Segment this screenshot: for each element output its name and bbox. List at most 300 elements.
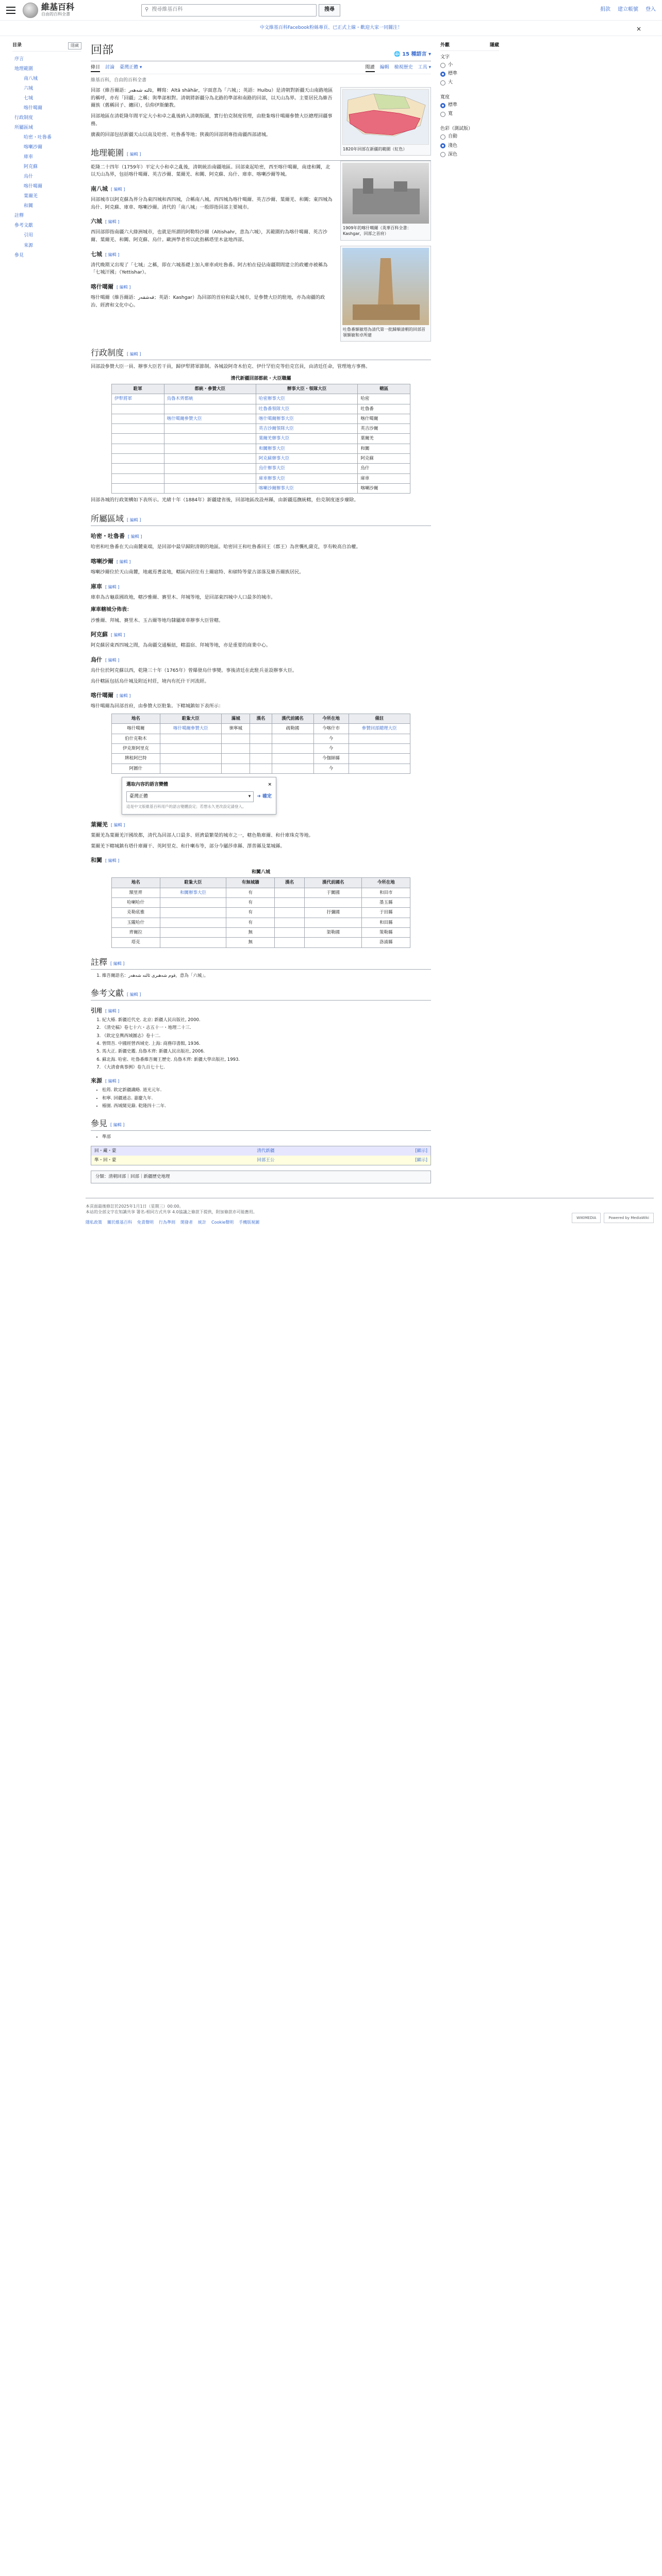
section-heading-admin: 行政制度[ 編輯 ] [91,347,431,360]
subsection-heading: 庫車[ 編輯 ] [91,583,431,591]
table-cell [305,918,362,927]
kashgar-photo[interactable] [342,163,429,224]
reference-item[interactable]: 6. 蘇北海. 哈密、吐魯番維吾爾王歷史. 烏魯木齊: 新疆大學出版社, 1993. [102,1057,431,1063]
toc-item[interactable]: 地理範圍 [14,66,34,72]
table-cell [274,938,304,947]
section-heading-see: 參見[ 編輯 ] [91,1117,431,1131]
table-cell [160,927,226,937]
color-option[interactable]: 深色 [440,150,499,159]
table-cell: 烏什 [358,464,410,473]
table-cell [349,734,410,743]
table-cell [274,897,304,907]
footer-link[interactable]: 開發者 [180,1219,193,1225]
toc-item[interactable]: 七城 [24,95,34,101]
table-cell: 英吉沙爾 [358,424,410,434]
subsection-heading: 喀什噶爾[ 編輯 ] [91,283,431,291]
table-cell: 有 [226,908,275,918]
sources-list [91,1087,431,1109]
table-cell [305,897,362,907]
table-cell [164,444,256,453]
lead-paragraph: 回部（維吾爾語：ئالتە شەھەر，轉寫：Altä shähär，字面意為「六城」；英語：Huibu）是清朝對新疆天山南路地區的稱呼，亦有「回疆」之稱；與準部相對。清朝將新疆分為北路的準部和南路的回部，以天山為界。主要居民為維吾爾族（舊稱回子、纏回），信仰伊斯蘭教。 [91,88,333,109]
admin-table [111,374,410,494]
table-cell [160,744,221,754]
table-row [112,404,410,414]
text-size-option[interactable]: 小 [440,61,499,70]
table-cell: 墨玉縣 [362,897,410,907]
table-header: 都統・參贊大臣 [164,384,256,394]
paragraph: 喀什噶爾為回部首府，由參贊大臣駐紮。下轄城鎮如下表所示： [91,703,224,709]
subsection-heading: 喀喇沙爾[ 編輯 ] [91,557,431,566]
footer-link[interactable]: 手機版視圖 [239,1219,260,1225]
table-caption: 和闐八城 [251,870,270,875]
reference-item[interactable]: 1. 紀大椿. 新疆近代史. 北京: 新疆人民出版社, 2000. [102,1017,431,1023]
close-icon[interactable]: × [636,25,641,32]
subsection-heading: 七城[ 編輯 ] [91,250,431,259]
table-cell: 伊犁將軍 [112,394,164,404]
table-cell: 和闐 [358,444,410,453]
citations-list [91,1017,431,1071]
minaret-photo[interactable] [342,248,429,325]
text-size-option[interactable]: 大 [440,78,499,87]
table-cell: 庫車辦事大臣 [256,473,358,483]
table-cell: 洛浦縣 [362,938,410,947]
table-row [112,888,410,897]
table-cell [112,404,164,414]
section-heading-refs: 參考文獻[ 編輯 ] [91,987,431,1001]
table-row [112,473,410,483]
table-cell: 渠勒國 [305,927,362,937]
edit-link[interactable]: [ 編輯 ] [105,585,119,589]
table-cell [112,464,164,473]
table-cell: 齊爾拉 [112,927,160,937]
map-image[interactable] [342,89,429,145]
table-cell: 和闐辦事大臣 [256,444,358,453]
search-form [141,4,340,16]
navbox-toggle[interactable]: [顯示] [415,1158,427,1163]
toc-item[interactable]: 行政制度 [14,115,34,121]
reference-item[interactable]: 3. 《欽定皇輿西域圖志》卷十二. [102,1033,431,1039]
table-cell [349,764,410,773]
edit-link[interactable]: [ 編輯 ] [105,658,119,663]
table-cell [160,918,226,927]
width-option[interactable]: 寬 [440,110,499,118]
table-cell [274,927,304,937]
table-cell [250,764,272,773]
table-row [112,918,410,927]
table-cell: 喀喇沙爾辦事大臣 [256,484,358,494]
table-row [112,754,410,764]
table-cell [164,454,256,464]
wordmark: 維基百科 [41,2,75,12]
table-cell: 于闐國 [305,888,362,897]
table-cell: 庫車 [358,473,410,483]
table-cell [222,764,250,773]
toc-item[interactable]: 南八城 [24,76,38,81]
login-link[interactable]: 登入 [646,7,656,13]
table-cell: 今 [313,764,349,773]
figure-kashgar [340,161,431,240]
notes-list [91,973,431,979]
toc-item[interactable]: 喀什噶爾 [24,105,43,111]
subsection-heading: 喀什噶爾[ 編輯 ] [91,691,431,700]
table-cell: 今 [313,734,349,743]
tab-history[interactable]: 檢視歷史 [394,64,413,70]
toc-item[interactable]: 註釋 [14,213,24,219]
table-header: 辦事大臣・領隊大臣 [256,384,358,394]
table-cell [112,424,164,434]
footer-link[interactable]: 免責聲明 [137,1219,154,1225]
table-header: 滿城 [222,714,250,724]
main-content [86,36,436,1188]
table-cell [274,918,304,927]
reference-item[interactable]: • 椿園. 西域聞見錄. 乾隆四十二年. [102,1103,431,1109]
edit-link[interactable]: [ 編輯 ] [111,633,125,637]
admin-table-wrap [111,374,410,494]
edit-link[interactable]: [ 編輯 ] [127,352,141,357]
table-cell: 哈密辦事大臣 [256,394,358,404]
footer [86,1198,654,1236]
table-cell: 塔克 [112,938,160,947]
edit-link[interactable]: [ 編輯 ] [127,518,141,522]
toc-item[interactable]: 喀什噶爾 [24,184,43,190]
subsection-heading: 烏什[ 編輯 ] [91,656,431,664]
table-row [112,484,410,494]
table-row [112,908,410,918]
table-cell: 扜彌國 [305,908,362,918]
reference-item[interactable]: • 松筠. 欽定新疆識略. 道光元年. [102,1087,431,1093]
tab-variant[interactable]: 臺灣正體 ▾ [120,64,142,70]
color-option[interactable]: 自動 [440,132,499,141]
reference-item[interactable]: 1. 維吾爾語名：قوم شەھىرى ئالتە شەھەر，意為「六城」。 [102,973,431,979]
section-heading-region: 所屬區域[ 編輯 ] [91,513,431,526]
table-cell: 烏什辦事大臣 [256,464,358,473]
width-label: 寬度 [440,95,450,100]
table-cell: 策勒縣 [362,927,410,937]
subsection-heading: 引用[ 編輯 ] [91,1007,431,1015]
toc-item[interactable]: 哈密・吐魯番 [24,135,52,141]
table-cell [272,744,313,754]
table-cell [164,484,256,494]
create-account-link[interactable]: 建立帳號 [618,7,638,13]
toc-item[interactable]: 和闐 [24,204,34,209]
table-row [112,897,410,907]
page-title: 回部 [91,44,114,57]
paragraph: 回部城市以阿克蘇為界分為東四城和西四城，合稱南八城。西四城為喀什噶爾、英吉沙爾、葉爾羌、和闐；東四城為烏什、阿克蘇、庫車、喀喇沙爾。清代的「南八城」一般即指回部主要城市。 [91,196,333,210]
footer-link[interactable]: 統計 [198,1219,206,1225]
kashgar-table [111,714,410,774]
table-cell [160,734,221,743]
table-cell: 和闐辦事大臣 [160,888,226,897]
figure-caption: 1909年的喀什噶爾（英華百科全書：Kashgar，回部之首府） [343,226,411,236]
figure-caption: 1820年回部在新疆的範圍（紅色） [343,147,407,152]
hotan-table [111,868,410,947]
table-row [112,764,410,773]
subsection-heading: 六城[ 編輯 ] [91,217,431,226]
edit-link[interactable]: [ 編輯 ] [111,187,125,192]
table-cell: 喀什噶爾 [112,724,160,734]
appearance-heading: 外觀 [440,43,450,48]
table-cell [164,473,256,483]
edit-link[interactable]: [ 編輯 ] [117,693,130,698]
user-links [600,6,656,14]
minor-heading: 庫車轄城分佈表： [91,607,132,613]
subsection-heading: 葉爾羌[ 編輯 ] [91,821,431,829]
lead-paragraph: 回部地區在清乾隆年間平定大小和卓之亂後納入清朝版圖，實行伯克制度管理，由駐紮喀什噶爾參贊大臣總理回疆事務。 [91,113,333,127]
wikipedia-globe-icon [23,3,38,18]
figure-map [340,87,431,156]
toc-item[interactable]: 喀喇沙爾 [24,145,43,150]
subsection-heading: 和闐[ 編輯 ] [91,856,431,865]
table-cell: 葉爾羌 [358,434,410,444]
table-cell [112,473,164,483]
paragraph: 葉爾羌為葉爾羌汗國故都，清代為回部人口最多、經濟最繁榮的城市之一，轄色勒庫爾、和什庫珠克等地。 [91,832,313,838]
reference-item[interactable]: 7. 《大清會典事例》卷九百七十七. [102,1064,431,1071]
footer-link[interactable]: 行為準則 [159,1219,175,1225]
reference-item[interactable]: 4. 曾問吾. 中國經營西域史. 上海: 商務印書館, 1936. [102,1041,431,1047]
paragraph: 回部設參贊大臣一員、辦事大臣若干員，歸伊犁將軍節制。各城設阿奇木伯克、伊什罕伯克等伯克官員，由清廷任命，管理地方事務。 [91,364,371,370]
reference-item[interactable]: 2. 《清史稿》卷七十六・志五十一・地理二十三. [102,1025,431,1031]
table-row [112,434,410,444]
search-button[interactable]: 搜尋 [319,4,340,16]
footer-link[interactable]: Cookie聲明 [211,1219,234,1225]
edit-link[interactable]: [ 編輯 ] [105,252,119,257]
subsection-heading: 阿克蘇[ 編輯 ] [91,631,431,639]
edit-link[interactable]: [ 編輯 ] [105,1079,119,1083]
table-cell [250,744,272,754]
paragraph: 喀什噶爾（維吾爾語：قەشقەر；英語：Kashgar）為回部的首府和最大城市，是參贊大臣的駐地，亦為南疆的政治、經濟和文化中心。 [91,295,325,308]
table-cell: 阿克蘇辦事大臣 [256,454,358,464]
tab-edit[interactable]: 編輯 [379,64,389,70]
lead-paragraph: 廣義的回部包括新疆天山以南及哈密、吐魯番等地；狹義的回部則專指南疆西部諸城。 [91,131,271,138]
table-header: 今所在地 [313,714,349,724]
text-size-option[interactable]: 標準 [440,70,499,78]
toc-item[interactable]: 來源 [24,243,34,248]
subsection-heading: 哈密・吐魯番[ 編輯 ] [91,532,431,540]
variant-dialog [122,777,276,815]
toc-hide-button[interactable]: 隱藏 [68,42,81,49]
site-logo[interactable] [23,3,136,18]
table-cell [250,754,272,764]
edit-link[interactable]: [ 編輯 ] [117,560,130,564]
toc-item[interactable]: 參考文獻 [14,223,34,229]
table-cell [272,734,313,743]
table-cell: 克勒底雅 [112,908,160,918]
table-cell [112,454,164,464]
mediawiki-badge[interactable]: Powered by MediaWiki [604,1213,654,1223]
toc-sidebar [8,36,86,1188]
confirm-button[interactable]: ➜ 確定 [257,794,272,800]
table-cell: 烏魯木齊都統 [164,394,256,404]
table-cell [160,764,221,773]
reference-item[interactable]: • 準部 [102,1134,431,1140]
close-icon[interactable]: × [268,782,272,788]
table-cell: 疏勒國 [272,724,313,734]
subsection-heading: 南八城[ 編輯 ] [91,185,431,193]
edit-link[interactable]: [ 編輯 ] [105,858,119,863]
table-header: 駐紮大臣 [160,878,226,888]
table-cell [112,444,164,453]
table-header: 漢名 [250,714,272,724]
edit-link[interactable]: [ 編輯 ] [128,534,142,539]
table-cell: 英吉沙爾領隊大臣 [256,424,358,434]
edit-link[interactable]: [ 編輯 ] [110,961,124,966]
reference-item[interactable]: 5. 馬大正. 新疆史鑑. 烏魯木齊: 新疆人民出版社, 2006. [102,1048,431,1055]
table-cell [164,434,256,444]
toc-item[interactable]: 序言 [14,56,24,62]
navbox [91,1146,431,1166]
table-cell [112,414,164,423]
table-cell [305,938,362,947]
appearance-panel [436,36,503,1188]
toc-item[interactable]: 引用 [24,233,34,239]
tab-read[interactable]: 閱讀 [366,64,375,72]
table-row [112,414,410,423]
table-header: 漢代前國名 [272,714,313,724]
table-cell: 牌租阿巴特 [112,754,160,764]
edit-link[interactable]: [ 編輯 ] [110,1123,124,1127]
page-subtitle: 維基百科，自由的百科全書 [91,77,147,83]
table-caption: 清代新疆回部都統・大臣職屬 [230,376,291,381]
toc-heading: 目录 [12,43,22,48]
table-cell [222,754,250,764]
edit-link[interactable]: [ 編輯 ] [111,823,125,827]
table-row [112,454,410,464]
edit-link[interactable]: [ 編輯 ] [117,285,130,290]
table-cell [160,908,226,918]
table-cell [250,734,272,743]
tab-talk[interactable]: 討論 [105,64,115,70]
site-notice-text[interactable]: 中文維基百科Facebook粉絲專頁、已正式上線・歡迎大家一同關注！ [259,25,403,30]
color-option[interactable]: 淺色 [440,142,499,150]
edit-link[interactable]: [ 編輯 ] [127,992,141,997]
kashgar-table-wrap [111,714,410,774]
figure-minaret [340,246,431,342]
table-row [112,938,410,947]
table-cell [112,484,164,494]
table-cell: 徠寧城 [222,724,250,734]
paragraph: 清代晚期又出現了「七城」之稱，即在六城基礎上加入庫車或吐魯番。阿古柏在侵佔南疆期間建立的政權亦被稱為「七城汗國」（Yettishar）。 [91,262,328,276]
toc-item[interactable]: 所屬區域 [14,125,34,130]
table-row [112,744,410,754]
table-cell: 今 [313,744,349,754]
table-cell: 今伽師縣 [313,754,349,764]
table-cell [274,888,304,897]
table-cell [349,744,410,754]
toc-item[interactable]: 烏什 [24,174,34,180]
navbox-title[interactable]: 清代新疆 [257,1148,275,1154]
edit-link[interactable]: [ 編輯 ] [127,152,141,157]
search-icon: ⚲ [145,7,149,13]
edit-link[interactable]: [ 編輯 ] [105,1009,119,1013]
width-option[interactable]: 標準 [440,101,499,110]
top-bar [0,0,662,21]
paragraph: 回部各城的行政架構如下表所示。光緒十年（1884年）新疆建省後，回部地區改設州縣，由新疆巡撫統轄，伯克制度逐步廢除。 [91,497,359,503]
table-header: 地名 [112,714,160,724]
table-row [112,424,410,434]
wikimedia-badge[interactable]: WIKIMEDIA [572,1213,601,1223]
text-size-label: 文字 [440,55,450,60]
dialog-title: 選取內容的語言變體 [126,782,169,788]
toc-list [12,55,81,261]
table-cell [222,744,250,754]
toc-item[interactable]: 六城 [24,86,34,91]
figure-caption: 吐魯番額敏塔為清代第一批歸順清朝的回部首領額敏和卓所建 [343,327,425,337]
last-modified: 本頁面最後修訂於2025年1月1日（星期三）00:00。 [86,1204,184,1209]
license-text: 本站的全部文字在知識共享 署名-相同方式共享 4.0協議之條款下提供，附加條款亦可能應用。 [86,1210,257,1215]
footer-link[interactable]: 隱私政策 [86,1219,102,1225]
table-cell [349,754,410,764]
toc-item[interactable]: 阿克蘇 [24,164,38,170]
table-cell: 阿克蘇 [358,454,410,464]
table-cell: 喀什噶爾參贊大臣 [164,414,256,423]
table-cell [164,404,256,414]
table-header: 漢代前國名 [305,878,362,888]
table-cell [112,434,164,444]
table-header: 駐軍 [112,384,164,394]
table-header: 有無城牆 [226,878,275,888]
toc-item[interactable]: 庫車 [24,155,34,160]
subsection-heading: 來源[ 編輯 ] [91,1077,431,1085]
search-input[interactable]: ⚲ 搜尋維基百科 [141,4,317,16]
table-row [112,724,410,734]
chevron-down-icon: ▾ [248,794,251,800]
paragraph: 烏什位於阿克蘇以西，乾隆三十年（1765年）曾爆發烏什事變。事後清廷在此駐兵並設辦事大臣。 [91,668,297,674]
categories-box[interactable]: 分類：清朝回部｜回部｜新疆歷史地理 [91,1171,431,1183]
variant-select[interactable]: 臺灣正體 ▾ [126,791,254,802]
table-cell: 葉爾羌辦事大臣 [256,434,358,444]
tab-article[interactable]: 條目 [91,64,100,72]
paragraph: 烏什轄區包括烏什城及附近村莊，境內有托什干河流經。 [91,678,209,684]
see-also-list [91,1134,431,1140]
table-cell: 伊克斯阿里克 [112,744,160,754]
page-tabs [91,64,431,74]
table-cell: 喀什噶爾 [358,414,410,423]
main-menu-icon[interactable] [6,7,15,14]
paragraph: 阿克蘇居東西四城之間，為南疆交通樞紐，轄溫宿、拜城等地，亦是重要的商業中心。 [91,642,271,649]
navbox-label: 回・藏・蒙 [94,1148,117,1154]
table-header: 今所在地 [362,878,410,888]
footer-link[interactable]: 關於維基百科 [107,1219,132,1225]
table-row [112,464,410,473]
toc-item[interactable]: 葉爾羌 [24,194,38,199]
table-cell: 有 [226,897,275,907]
toc-item[interactable]: 參見 [14,252,24,258]
table-header: 漢名 [274,878,304,888]
color-label: 色彩（測試版） [440,126,473,132]
navbox-toggle[interactable]: [顯示] [415,1148,427,1154]
table-header: 駐紮大臣 [160,714,221,724]
table-cell: 和田縣 [362,918,410,927]
donate-link[interactable]: 捐款 [600,7,610,13]
paragraph: 沙雅爾、拜城、賽里木、玉古爾等地均隸屬庫車辦事大臣管轄。 [91,617,224,623]
navbox-title[interactable]: 回部王公 [257,1158,275,1163]
table-cell: 吐魯番 [358,404,410,414]
paragraph: 哈密和吐魯番在天山南麓東端，是回部中最早歸附清朝的地區。哈密回王和吐魯番回王（郡王）為世襲札薩克，享有較高自治權。 [91,544,361,550]
table-cell [222,734,250,743]
tab-tools[interactable]: 工具 ▾ [418,64,431,70]
table-cell [274,908,304,918]
paragraph: 喀喇沙爾位於天山南麓，地處焉耆盆地，轄區內居住有土爾扈特、和碩特等蒙古部落及維吾爾族居民。 [91,569,304,575]
navbox-label: 準・回・蒙 [94,1158,117,1163]
edit-link[interactable]: [ 編輯 ] [105,219,119,224]
table-cell [250,724,272,734]
table-cell [272,764,313,773]
language-button[interactable]: 🌐 15 種語言 ▾ [394,52,431,58]
table-header: 轄區 [358,384,410,394]
table-row [112,394,410,404]
reference-item[interactable]: • 和寧. 回疆通志. 嘉慶九年. [102,1095,431,1101]
appearance-hide-button[interactable]: 隱藏 [489,43,499,48]
